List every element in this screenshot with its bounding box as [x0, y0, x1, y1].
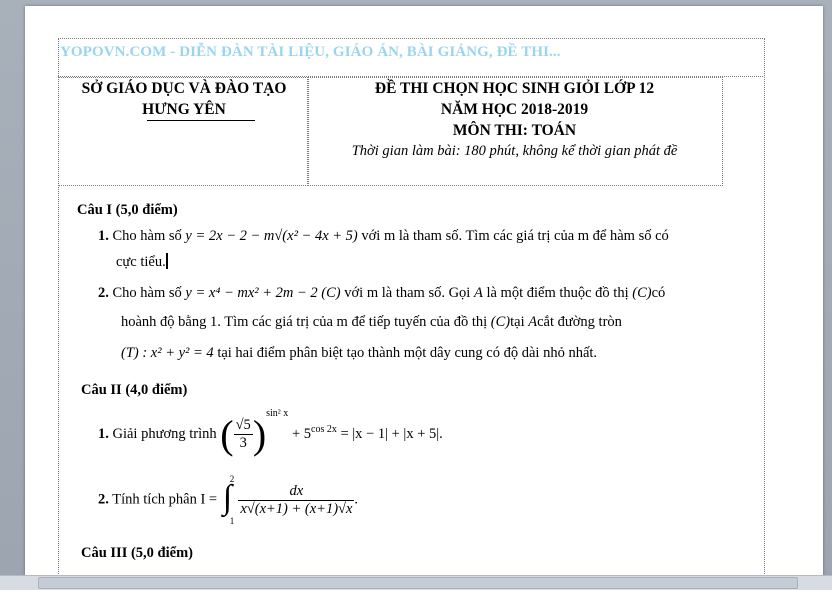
integral-prefix: I = [200, 491, 218, 508]
item-number: 2. [98, 491, 109, 508]
equation-rhs: = |x − 1| + |x + 5|. [340, 426, 443, 442]
watermark-text: YOPOVN.COM - DIỄN ĐÀN TÀI LIỆU, GIÁO ÁN, BÀI GIẢNG, ĐỀ THI... [60, 44, 561, 60]
question-1-2-line-3 [121, 345, 597, 362]
question-1-2-line-1 [98, 285, 665, 302]
item-text: cực tiểu. [116, 254, 166, 270]
right-paren: ) [252, 412, 267, 458]
department-underline [147, 120, 255, 121]
text-cursor [166, 253, 168, 269]
question-2-1 [98, 408, 443, 458]
question-2-2: 2. Tính tích phân I = ∫ 2 1 $\frac{dx}{x√(x+1) + (x+1)√x}$ . [98, 474, 359, 526]
item-text: là một điểm thuộc đồ thị [486, 285, 629, 301]
item-text: hoành độ bằng 1. Tìm các giá trị của m để tiếp tuyến của đồ thị [121, 314, 488, 330]
item-text: Tính tích phân [112, 491, 197, 508]
equation-middle: + 5 [291, 426, 311, 442]
item-text: Giải phương trình [112, 426, 217, 442]
question-1-1-line-1 [98, 228, 669, 245]
integral-denominator: x√(x+1) + (x+1)√x [240, 500, 353, 517]
item-text: tại hai điểm phân biệt tạo thành một dây cung có độ dài nhỏ nhất. [217, 345, 598, 361]
province-name: HƯNG YÊN [142, 101, 226, 118]
item-number: 1. [98, 228, 109, 244]
item-text: với m là tham số. Gọi [344, 285, 471, 301]
question-1-heading: Câu I (5,0 điểm) [77, 202, 178, 218]
fraction [234, 417, 253, 452]
integral-lower: 1 [229, 516, 235, 526]
point-a: A [473, 285, 483, 301]
question-2-heading: Câu II (4,0 điểm) [81, 382, 188, 398]
integral-upper: 2 [229, 474, 235, 484]
exam-year: NĂM HỌC 2018-2019 [440, 101, 589, 118]
item-text: với m là tham số. Tìm các giá trị của m để hàm số có [361, 228, 669, 244]
exponent-1: sin² x [266, 408, 289, 419]
exam-subject: MÔN THI: TOÁN [452, 122, 577, 139]
exam-time: Thời gian làm bài: 180 phút, không kể thời gian phát đề [351, 143, 678, 159]
department-name: SỞ GIÁO DỤC VÀ ĐÀO TẠO [81, 80, 287, 97]
formula-2: y = x⁴ − mx² + 2m − 2 (C) [185, 285, 341, 301]
graph-c: (C) [490, 314, 511, 330]
item-number: 2. [98, 285, 109, 301]
point-a: A [528, 314, 538, 330]
exam-header-block [308, 78, 721, 162]
page-frame-top [58, 38, 763, 39]
item-text: có [651, 285, 666, 301]
exam-title: ĐỀ THI CHỌN HỌC SINH GIỎI LỚP 12 [374, 80, 655, 97]
question-1-1-line-2 [116, 253, 168, 271]
graph-c: (C) [632, 285, 652, 301]
horizontal-scrollbar-thumb[interactable] [38, 577, 798, 589]
item-text: Cho hàm số [112, 228, 182, 244]
item-text: cắt đường tròn [537, 314, 622, 330]
item-text: Cho hàm số [112, 285, 182, 301]
question-3-heading: Câu III (5,0 điểm) [81, 545, 193, 561]
integral-glyph: ∫ [222, 479, 233, 516]
integral-numerator: dx [238, 483, 354, 501]
integral-fraction [238, 483, 354, 518]
left-paren: ( [220, 412, 234, 458]
exponent-2: cos 2x [311, 424, 337, 436]
circle-equation: (T) : x² + y² = 4 [121, 345, 214, 361]
question-1-2-line-2 [121, 314, 622, 331]
fraction-denominator: 3 [239, 435, 247, 452]
integral-sign [221, 474, 235, 526]
department-block [60, 78, 308, 120]
formula-1: y = 2x − 2 − m√(x² − 4x + 5) [185, 228, 358, 244]
item-number: 1. [98, 426, 109, 442]
item-text: tại [510, 314, 525, 330]
fraction-numerator: √5 [235, 417, 251, 434]
